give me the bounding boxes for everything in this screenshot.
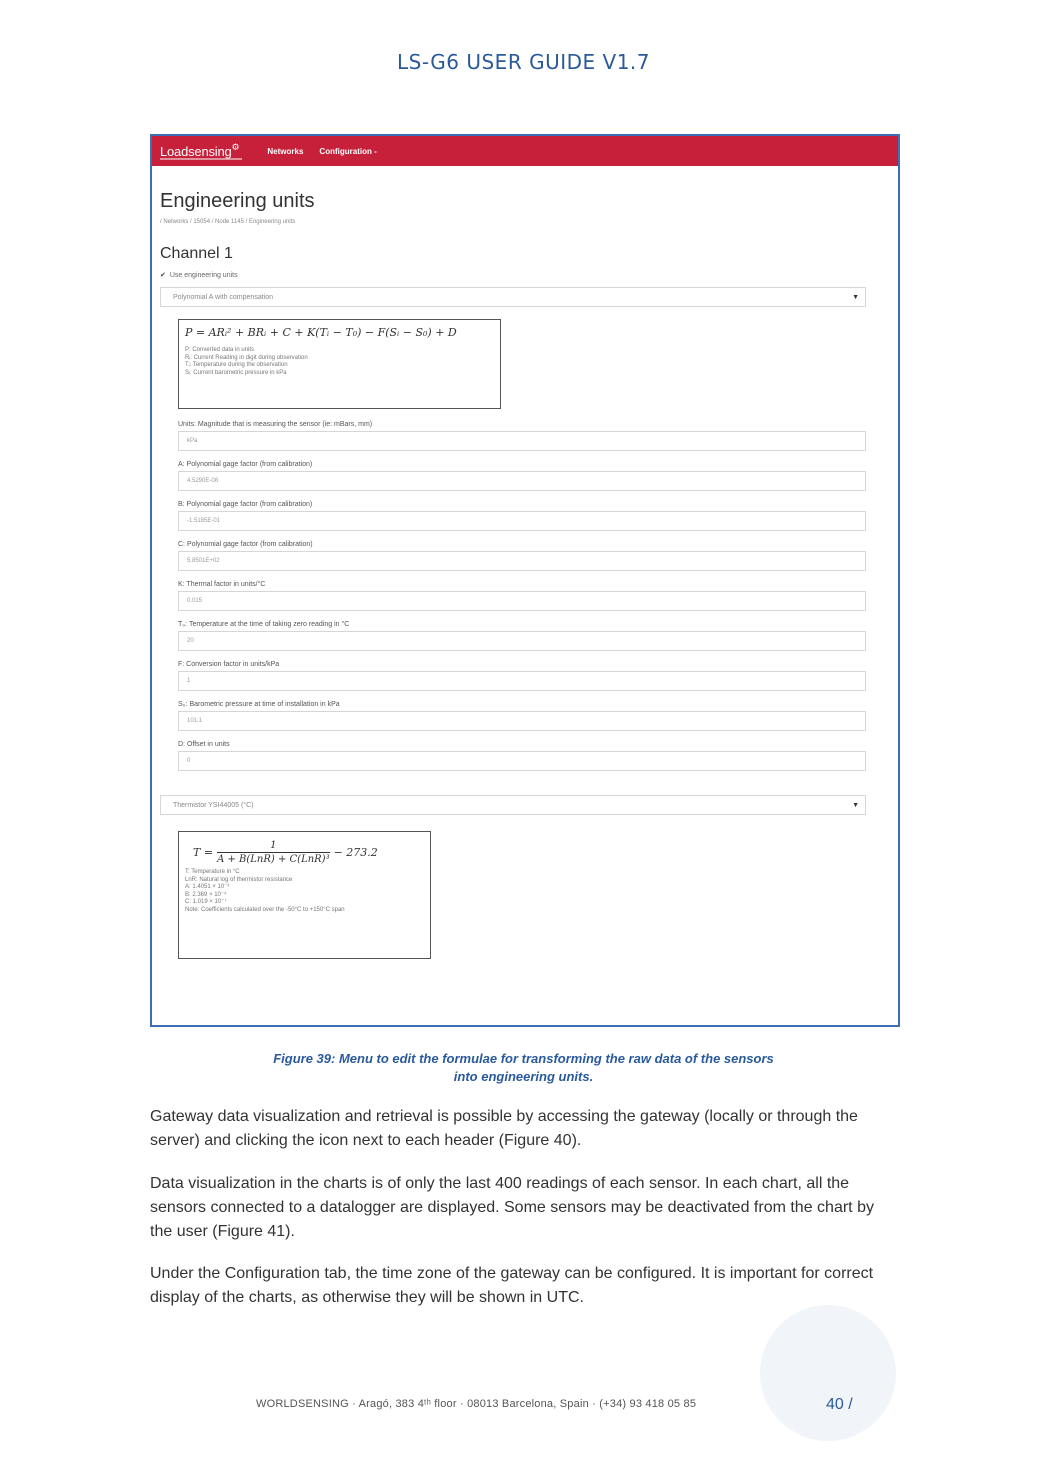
formula-legend-line: P: Converted data in units xyxy=(185,347,255,353)
field-label-s0: S₀: Barometric pressure at time of installation in kPa xyxy=(178,701,340,708)
field-label-t0: T₀: Temperature at the time of taking zero reading in °C xyxy=(178,621,350,628)
b-factor-input[interactable]: -1.5185E-01 xyxy=(178,511,866,531)
a-factor-input[interactable]: 4.5290E-08 xyxy=(178,471,866,491)
footer-address: WORLDSENSING · Aragó, 383 4ᵗʰ floor · 08013 Barcelona, Spain · (+34) 93 418 05 85 xyxy=(256,1398,697,1410)
formula-legend-line: A: 1.4051 × 10⁻³ xyxy=(185,884,230,890)
formula-legend-line: C: 1.019 × 10⁻⁷ xyxy=(185,899,227,905)
channel-title: Channel 1 xyxy=(160,245,233,262)
page-number: 40 / xyxy=(826,1396,853,1413)
formula-legend-line: T: Temperature in °C xyxy=(185,869,240,875)
use-eng-units-checkbox[interactable] xyxy=(160,271,862,279)
fields-group xyxy=(160,421,862,771)
offset-input[interactable]: 0 xyxy=(178,751,866,771)
equation-numerator: 1 xyxy=(270,840,277,851)
units-input[interactable]: kPa xyxy=(178,431,866,451)
conversion-factor-input[interactable]: 1 xyxy=(178,671,866,691)
field-label-f: F: Conversion factor in units/kPa xyxy=(178,661,280,668)
field-label-b: B: Polynomial gage factor (from calibration) xyxy=(178,501,313,508)
paragraph: Gateway data visualization and retrieval is possible by accessing the gateway (locally or through the server) and clicking the icon next to each header (Figure 40). xyxy=(150,1108,858,1149)
equation-fraction xyxy=(217,840,330,865)
formula-legend-line: Rᵢ: Current Reading in digit during observation xyxy=(185,354,308,361)
chevron-down-icon: ▼ xyxy=(852,293,859,301)
field-label-units: Units: Magnitude that is measuring the sensor (ie: mBars, mm) xyxy=(178,421,373,428)
formula-legend-line: B: 2.369 × 10⁻⁴ xyxy=(185,891,227,898)
chevron-down-icon: ▼ xyxy=(852,801,859,809)
equation-tail: − 273.2 xyxy=(333,846,378,859)
field-label-a: A: Polynomial gage factor (from calibration) xyxy=(178,461,313,468)
thermistor-select[interactable] xyxy=(160,795,866,815)
checkmark-icon: ✔ xyxy=(160,272,166,279)
breadcrumb[interactable]: / Networks / 15054 / Node 1145 / Engineering units xyxy=(160,219,296,225)
panel xyxy=(152,190,898,959)
paragraph: Data visualization in the charts is of only the last 400 readings of each sensor. In each chart, all the sensors connected to a datalogger are displayed. Some sensors may be deactivated from the chart by the user (Figure 41). xyxy=(150,1175,874,1240)
thermistor-select-value: Thermistor YSI44005 (°C) xyxy=(173,801,254,809)
logo-mark-icon: ⚙ xyxy=(231,141,240,152)
field-label-d: D: Offset in units xyxy=(178,741,230,748)
field-label-c: C: Polynomial gage factor (from calibration) xyxy=(178,541,313,548)
formula-select[interactable] xyxy=(160,287,866,307)
navbar xyxy=(152,136,898,166)
formula-legend-line: Sᵢ: Current barometric pressure in kPa xyxy=(185,369,287,376)
logo-underline xyxy=(160,158,242,160)
use-eng-units-label: Use engineering units xyxy=(169,271,238,279)
thermistor-equation xyxy=(193,840,424,865)
document-header: LS-G6 USER GUIDE V1.7 xyxy=(396,50,650,74)
screenshot-frame xyxy=(150,134,900,1027)
formula-select-value: Polynomial A with compensation xyxy=(173,293,273,301)
formula-legend-line: Note: Coefficients calculated over the -50°C to +150°C span xyxy=(185,906,345,913)
figure-caption xyxy=(0,1050,1047,1086)
caption-line: Figure 39: Menu to edit the formulae for transforming the raw data of the sensors xyxy=(273,1051,774,1066)
paragraph: Under the Configuration tab, the time zone of the gateway can be configured. It is important for correct display of the charts, as otherwise they will be shown in UTC. xyxy=(150,1265,874,1306)
formula-legend-line: Tᵢ: Temperature during the observation xyxy=(185,362,288,368)
page-title: Engineering units xyxy=(160,190,315,212)
polynomial-equation: P = ARᵢ² + BRᵢ + C + K(Tᵢ − T₀) − F(Sᵢ − S₀) + D xyxy=(185,326,457,339)
caption-line: into engineering units. xyxy=(453,1069,594,1084)
formula-legend-line: LnR: Natural log of thermistor resistance xyxy=(185,876,293,883)
nav-configuration[interactable]: Configuration - xyxy=(319,146,377,156)
c-factor-input[interactable]: 5.8501E+02 xyxy=(178,551,866,571)
formula-box-polynomial xyxy=(178,319,501,409)
formula-box-thermistor xyxy=(178,831,431,959)
watermark-logo xyxy=(760,1305,896,1441)
field-label-k: K: Thermal factor in units/°C xyxy=(178,581,266,588)
logo-text: Loadsensing xyxy=(160,143,232,159)
equation-denominator: A + B(LnR) + C(LnR)³ xyxy=(217,854,330,865)
thermal-factor-input[interactable]: 0.015 xyxy=(178,591,866,611)
logo[interactable] xyxy=(160,141,240,159)
barometric-pressure-input[interactable]: 101.1 xyxy=(178,711,866,731)
nav-networks[interactable]: Networks xyxy=(267,146,304,156)
zero-temperature-input[interactable]: 20 xyxy=(178,631,866,651)
equation-lhs: T = xyxy=(193,846,214,859)
